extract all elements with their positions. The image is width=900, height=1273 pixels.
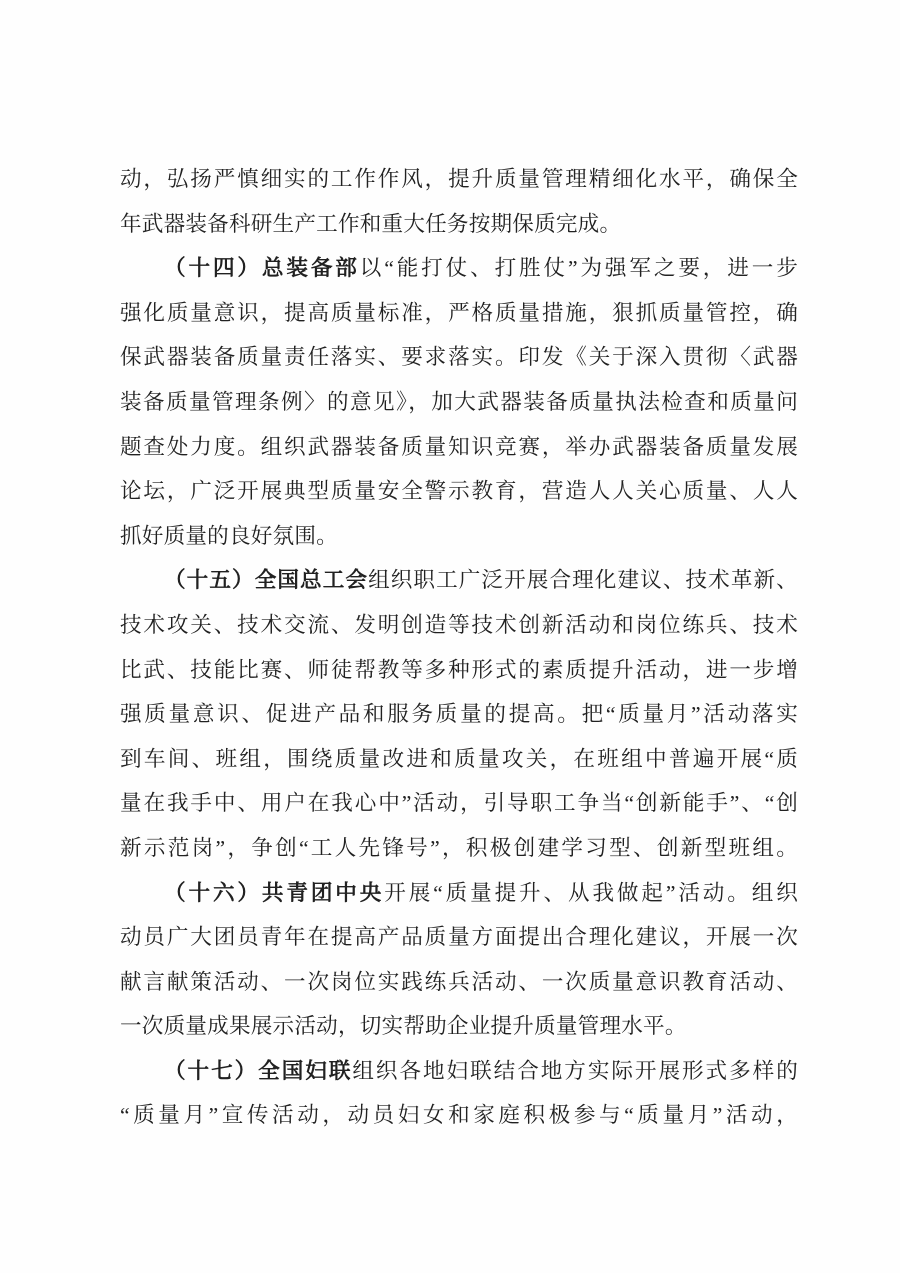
line-text: 装备质量管理条例〉的意见》，加大武器装备质量执法检查和质量问 <box>120 389 798 414</box>
text-line <box>120 514 798 559</box>
line-text: 强化质量意识，提高质量标准，严格质量措施，狠抓质量管控，确 <box>120 300 798 325</box>
text-line <box>120 960 798 1005</box>
line-text: 题查处力度。组织武器装备质量知识竞赛，举办武器装备质量发展 <box>120 434 798 459</box>
line-text: 一次质量成果展示活动，切实帮助企业提升质量管理水平。 <box>120 1014 687 1039</box>
text-line <box>120 1004 798 1049</box>
line-text: 献言献策活动、一次岗位实践练兵活动、一次质量意识教育活动、 <box>120 969 798 994</box>
section-heading: （十四）总装备部 <box>164 256 360 281</box>
line-text: 年武器装备科研生产工作和重大任务按期保质完成。 <box>120 211 622 236</box>
line-text: 组织职工广泛开展合理化建议、技术革新、 <box>368 568 798 593</box>
text-line <box>120 603 798 648</box>
line-text: 新示范岗”，争创“工人先锋号”，积极创建学习型、创新型班组。 <box>120 835 798 860</box>
section-heading: （十五）全国总工会 <box>164 568 369 593</box>
text-line <box>120 1049 798 1094</box>
text-line <box>120 380 798 425</box>
text-line <box>120 915 798 960</box>
text-line <box>120 246 798 291</box>
text-line <box>120 826 798 871</box>
line-text: 组织各地妇联结合地方实际开展形式多样的 <box>352 1058 798 1083</box>
line-text: 到车间、班组，围绕质量改进和质量攻关，在班组中普遍开展“质 <box>120 746 798 771</box>
text-line <box>120 425 798 470</box>
line-text: 动，弘扬严慎细实的工作作风，提升质量管理精细化水平，确保全 <box>120 167 798 191</box>
text-line <box>120 871 798 916</box>
text-line <box>120 1093 798 1138</box>
line-text: 开展“质量提升、从我做起”活动。组织 <box>384 880 798 905</box>
line-text: 量在我手中、用户在我心中”活动，引导职工争当“创新能手”、“创 <box>120 791 798 816</box>
document-text-block <box>120 157 798 1138</box>
line-text: 以“能打仗、打胜仗”为强军之要，进一步 <box>359 256 798 281</box>
text-line <box>120 692 798 737</box>
line-text: 保武器装备质量责任落实、要求落实。印发《关于深入贯彻〈武器 <box>120 345 798 370</box>
text-line <box>120 157 798 202</box>
text-line <box>120 335 798 380</box>
text-line <box>120 737 798 782</box>
text-line <box>120 291 798 336</box>
text-line <box>120 202 798 247</box>
text-line <box>120 781 798 826</box>
line-text: 强质量意识、促进产品和服务质量的提高。把“质量月”活动落实 <box>120 702 798 727</box>
line-text: 比武、技能比赛、师徒帮教等多种形式的素质提升活动，进一步增 <box>120 657 798 682</box>
text-line <box>120 558 798 603</box>
text-line <box>120 469 798 514</box>
line-text: 技术攻关、技术交流、发明创造等技术创新活动和岗位练兵、技术 <box>120 612 798 637</box>
section-heading: （十七）全国妇联 <box>164 1058 353 1083</box>
line-text: 论坛，广泛开展典型质量安全警示教育，营造人人关心质量、人人 <box>120 479 798 504</box>
line-text: 抓好质量的良好氛围。 <box>120 523 338 548</box>
text-line <box>120 648 798 693</box>
line-text: 动员广大团员青年在提高产品质量方面提出合理化建议，开展一次 <box>120 925 798 950</box>
line-text: “质量月”宣传活动，动员妇女和家庭积极参与“质量月”活动， <box>120 1103 798 1128</box>
section-heading: （十六）共青团中央 <box>164 880 385 905</box>
